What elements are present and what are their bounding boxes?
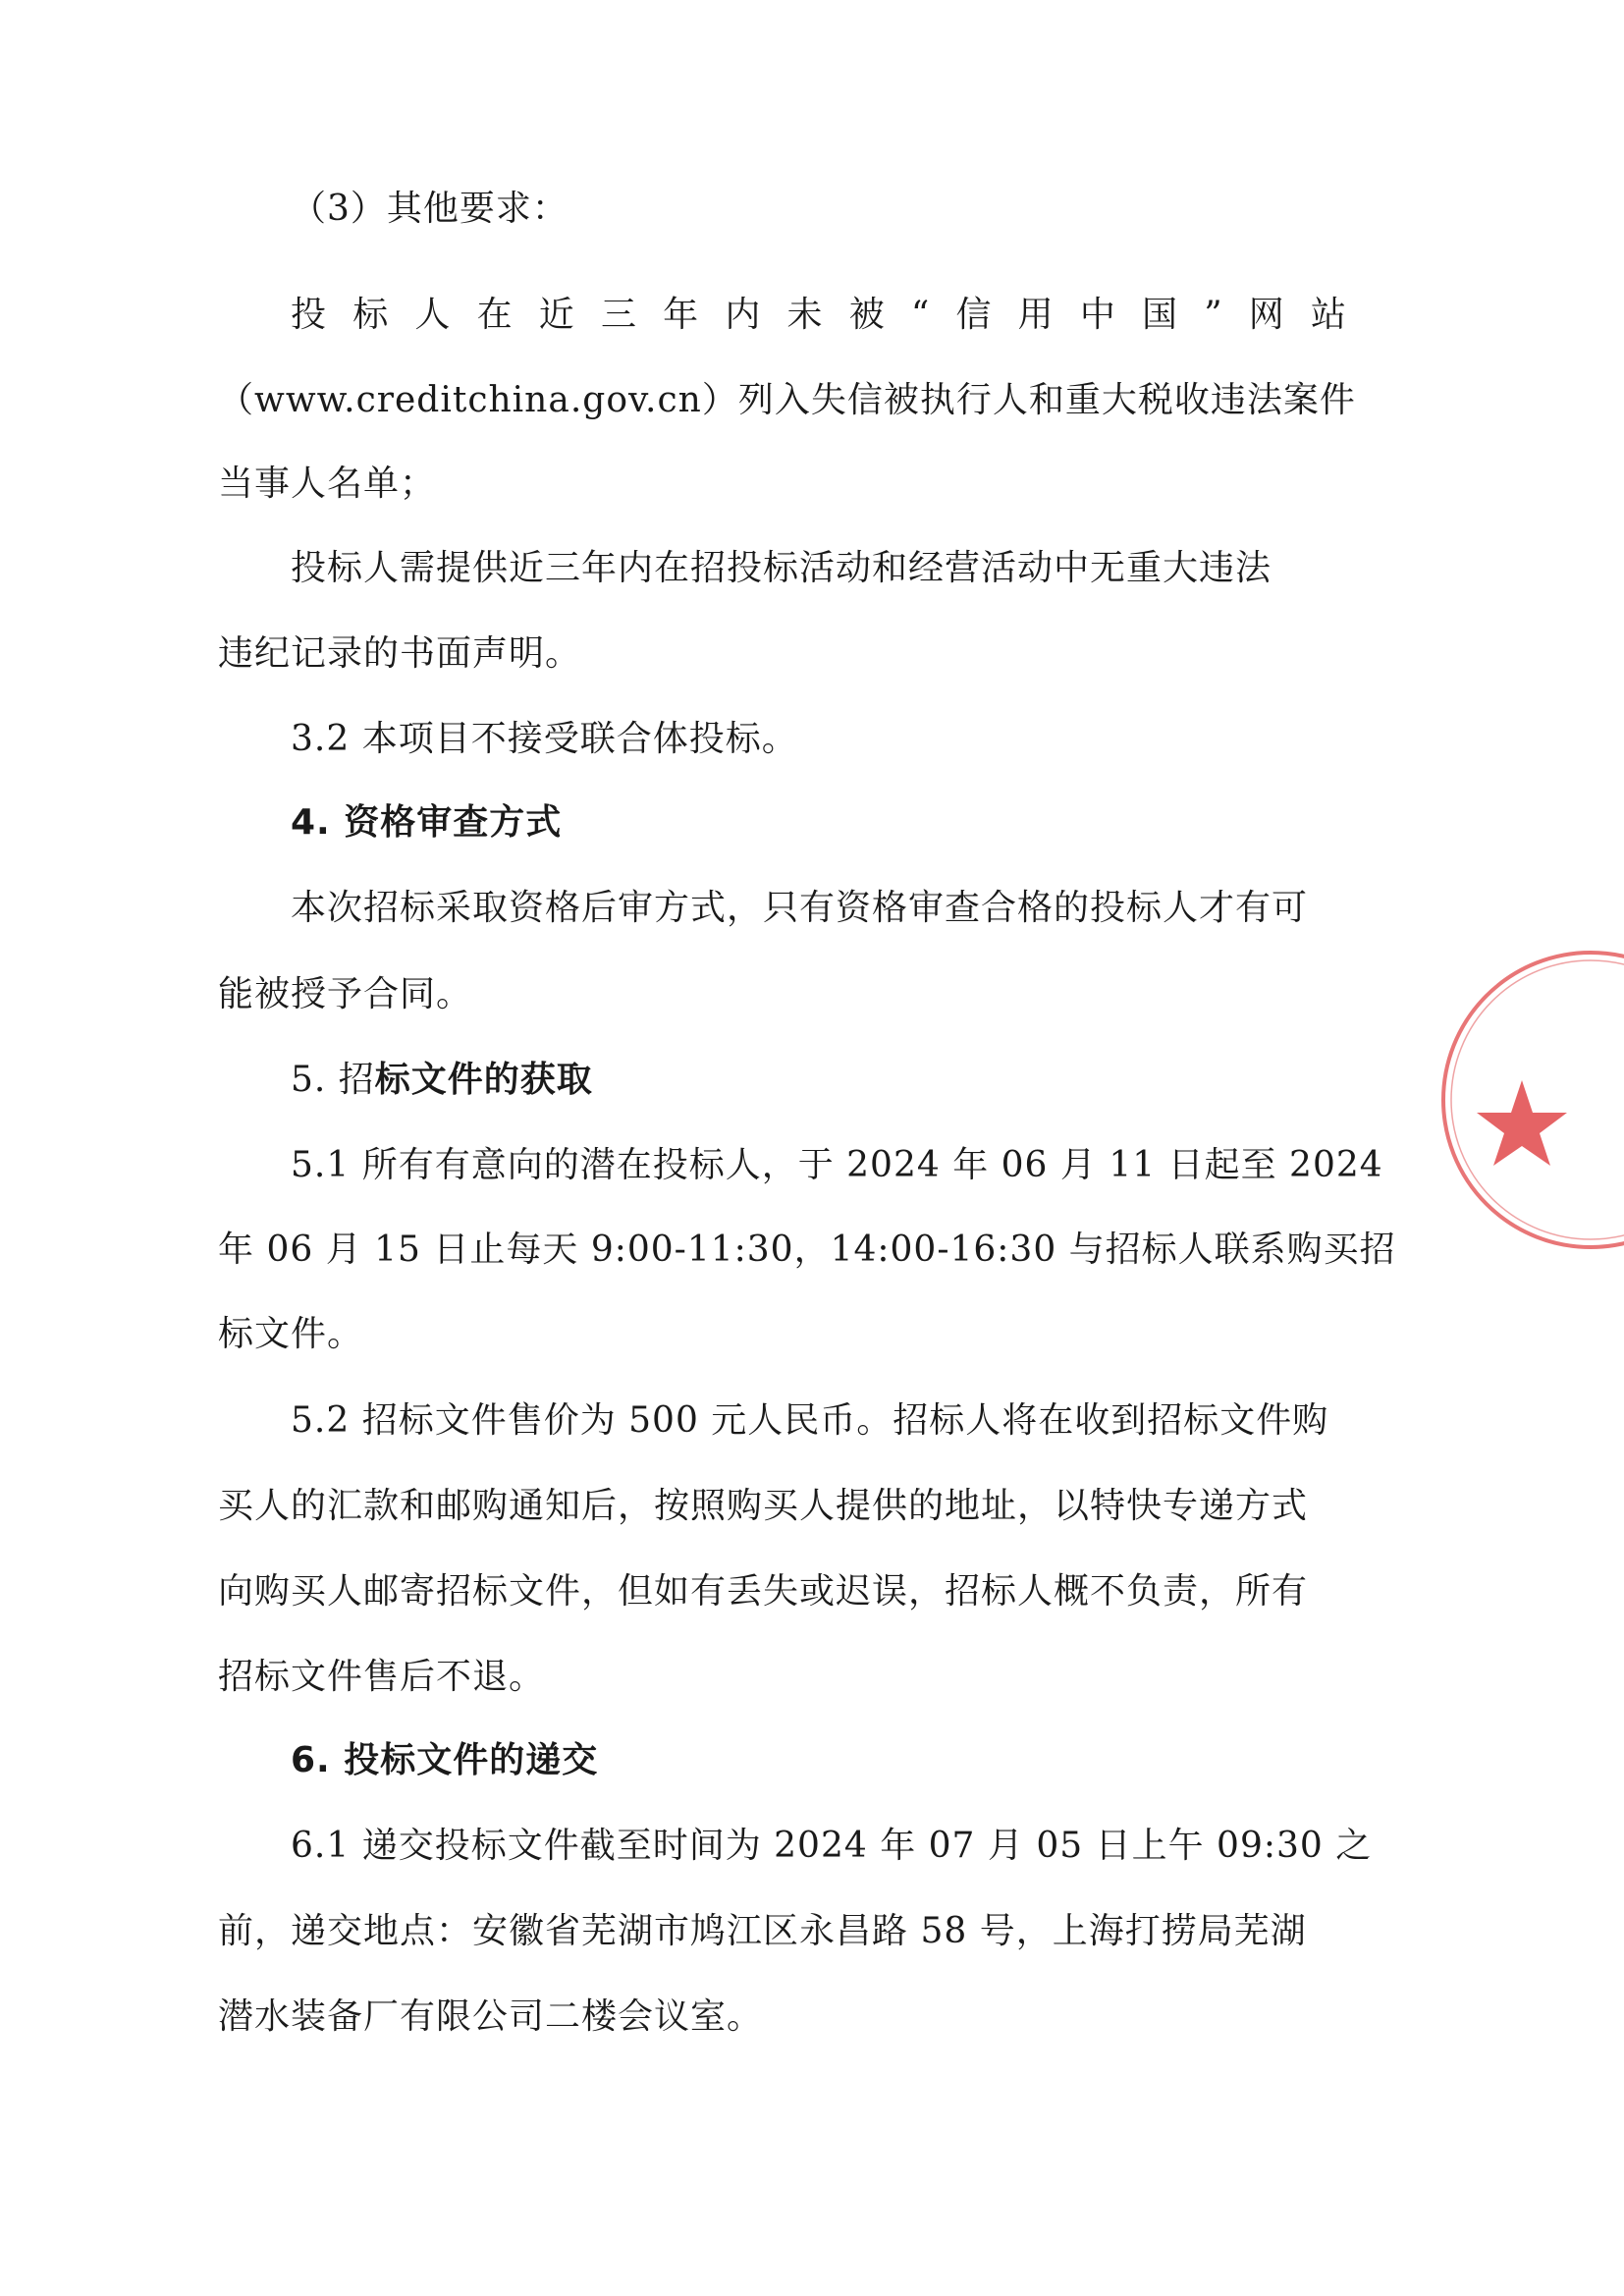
paragraph-line: （www.creditchina.gov.cn）列入失信被执行人和重大税收违法案件 — [218, 380, 1356, 420]
paragraph-line: 潜水装备厂有限公司二楼会议室。 — [218, 1996, 764, 2037]
char: 人 — [414, 295, 452, 335]
char: 未 — [786, 295, 824, 335]
paragraph-line: 违纪记录的书面声明。 — [218, 633, 582, 674]
paragraph-line: 5.2 招标文件售价为 500 元人民币。招标人将在收到招标文件购 — [291, 1400, 1329, 1441]
paragraph-line: 本次招标采取资格后审方式，只有资格审查合格的投标人才有可 — [291, 888, 1309, 928]
char: 内 — [725, 295, 762, 335]
char: 年 — [663, 295, 700, 335]
section-heading — [291, 1058, 1347, 1103]
paragraph-line: 买人的汇款和邮购通知后，按照购买人提供的地址，以特快专递方式 — [218, 1486, 1309, 1526]
paragraph-line: 3.2 本项目不接受联合体投标。 — [291, 719, 798, 759]
paragraph-line: 5.1 所有有意向的潜在投标人，于 2024 年 06 月 11 日起至 2024 — [291, 1145, 1383, 1185]
paragraph-line: 前，递交地点：安徽省芜湖市鸠江区永昌路 58 号，上海打捞局芜湖 — [218, 1911, 1307, 1951]
char: 近 — [538, 295, 575, 335]
section-heading: 6. 投标文件的递交 — [291, 1740, 599, 1780]
paragraph-line: 标文件。 — [218, 1314, 364, 1354]
star-icon — [1477, 1080, 1567, 1166]
paragraph-line: 年 06 月 15 日止每天 9:00-11:30，14:00-16:30 与招标人联系购买招 — [218, 1230, 1396, 1270]
paragraph-line: 当事人名单； — [218, 464, 437, 504]
char: 中 — [1079, 295, 1116, 335]
char: 标 — [352, 295, 390, 335]
char: 网 — [1248, 295, 1285, 335]
char: 在 — [476, 295, 514, 335]
paragraph-line: （3）其他要求： — [291, 189, 568, 229]
heading-bold-text: 标文件的获取 — [374, 1060, 593, 1100]
char: 被 — [848, 295, 886, 335]
char: ” — [1204, 295, 1223, 335]
seal-graphic — [1414, 933, 1624, 1267]
char: 投 — [291, 295, 328, 335]
paragraph-line: 向购买人邮寄招标文件，但如有丢失或迟误，招标人概不负责，所有 — [218, 1571, 1309, 1612]
paragraph-line: 能被授予合同。 — [218, 974, 473, 1014]
char: “ — [910, 295, 931, 335]
paragraph-line: 投标人需提供近三年内在招投标活动和经营活动中无重大违法 — [291, 548, 1272, 588]
heading-prefix: 5. 招 — [291, 1060, 375, 1100]
char: 站 — [1310, 295, 1347, 335]
char: 信 — [955, 295, 993, 335]
company-seal — [1414, 933, 1624, 1267]
char: 三 — [600, 295, 637, 335]
paragraph-line: 6.1 递交投标文件截至时间为 2024 年 07 月 05 日上午 09:30 之 — [291, 1826, 1373, 1866]
paragraph-line-spaced — [291, 293, 1347, 338]
paragraph-line: 招标文件售后不退。 — [218, 1657, 546, 1697]
char: 用 — [1017, 295, 1055, 335]
section-heading: 4. 资格审查方式 — [291, 802, 563, 843]
char: 国 — [1142, 295, 1179, 335]
